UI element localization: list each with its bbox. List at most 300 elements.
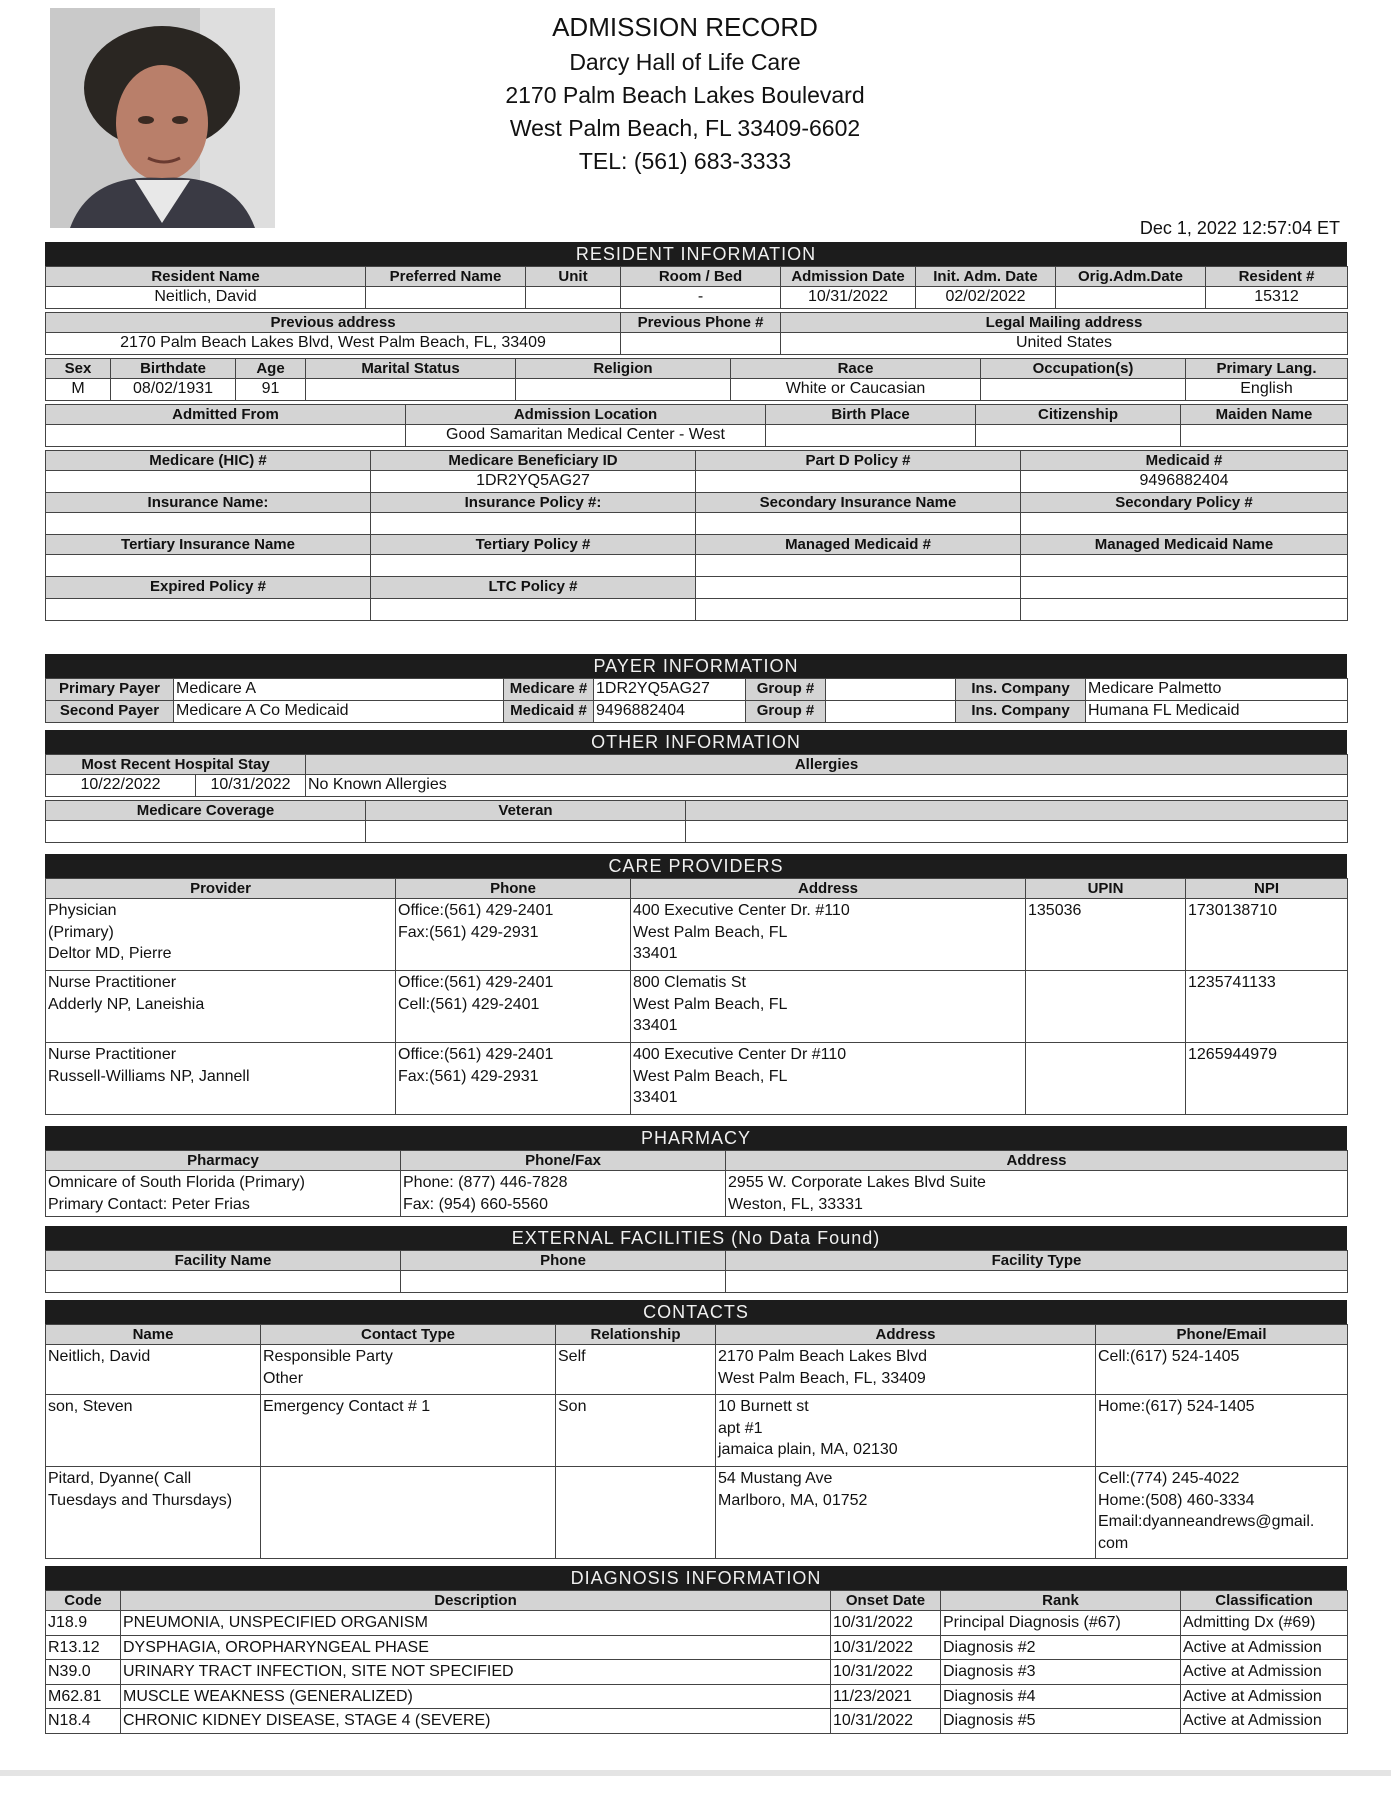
contact-phone-email-line: Email:dyanneandrews@gmail. <box>1098 1513 1315 1531</box>
provider-address-line: 33401 <box>633 945 678 963</box>
diagnosis-code-line: N39.0 <box>48 1663 91 1681</box>
external-header-phone: Phone <box>401 1251 726 1271</box>
contact-phone-email-line: Cell:(617) 524-1405 <box>1098 1348 1240 1365</box>
pharmacy-header-address: Address <box>726 1151 1348 1171</box>
label-medicare-coverage: Medicare Coverage <box>46 801 366 821</box>
diagnosis-description-line: PNEUMONIA, UNSPECIFIED ORGANISM <box>123 1614 428 1631</box>
provider-npi <box>1186 971 1348 1043</box>
diagnosis-onset-line: 10/31/2022 <box>833 1712 914 1730</box>
pharmacy-name-line: Omnicare of South Florida (Primary) <box>48 1174 305 1191</box>
contacts-header-name: Name <box>46 1325 261 1345</box>
pharmacy-address <box>726 1171 1348 1217</box>
facility-city: West Palm Beach, FL 33409-6602 <box>509 115 861 141</box>
diagnosis-row <box>46 1660 1348 1685</box>
diagnosis-classification-line: Active at Admission <box>1183 1712 1322 1730</box>
pharmacy-address-line-2: Weston, FL, 33331 <box>728 1195 863 1213</box>
diagnosis-description-line: CHRONIC KIDNEY DISEASE, STAGE 4 (SEVERE) <box>123 1712 491 1730</box>
provider-phone-line: Cell:(561) 429-2401 <box>398 995 540 1013</box>
contact-row <box>46 1395 1348 1467</box>
diagnosis-code <box>46 1709 121 1734</box>
provider-npi <box>1186 1043 1348 1115</box>
provider-address <box>631 971 1026 1043</box>
label-admitted-from: Admitted From <box>46 405 406 425</box>
contacts-header-address: Address <box>716 1325 1096 1345</box>
label-allergies: Allergies <box>306 755 1348 775</box>
value-second-payer: Medicare A Co Medicaid <box>174 701 504 723</box>
value-primary-payer: Medicare A <box>174 679 504 701</box>
contact-row <box>46 1467 1348 1559</box>
label-init-adm-date: Init. Adm. Date <box>916 267 1056 287</box>
diagnosis-code <box>46 1611 121 1636</box>
contact-relationship <box>556 1395 716 1467</box>
provider-address <box>631 1043 1026 1115</box>
value-insurance-name <box>46 513 371 535</box>
diagnosis-rank <box>941 1635 1181 1660</box>
provider-phone-line: Office:(561) 429-2401 <box>398 974 554 991</box>
value-payer-medicare: 1DR2YQ5AG27 <box>594 679 746 701</box>
diagnosis-code-line: J18.9 <box>48 1614 88 1631</box>
pharmacy-phone <box>401 1171 726 1217</box>
diagnosis-classification-line: Active at Admission <box>1183 1687 1322 1705</box>
provider-phone <box>396 1043 631 1115</box>
label-medicare-beneficiary: Medicare Beneficiary ID <box>371 451 696 471</box>
value-primary-language: English <box>1186 379 1348 401</box>
label-second-payer: Second Payer <box>46 701 174 723</box>
diagnosis-header-description: Description <box>121 1591 831 1611</box>
diagnosis-code-line: M62.81 <box>48 1687 102 1705</box>
section-diagnosis-information: DIAGNOSIS INFORMATION <box>45 1566 1347 1590</box>
value-admission-location: Good Samaritan Medical Center - West <box>406 425 766 447</box>
diagnosis-classification <box>1181 1611 1348 1636</box>
section-resident-information: RESIDENT INFORMATION <box>45 242 1347 266</box>
other-table <box>45 754 1348 797</box>
value-race: White or Caucasian <box>731 379 981 401</box>
value-part-d-policy <box>696 471 1021 493</box>
provider-name-line: Russell-Williams NP, Jannell <box>48 1067 250 1085</box>
label-primary-language: Primary Lang. <box>1186 359 1348 379</box>
value-insurance-policy <box>371 513 696 535</box>
contact-address <box>716 1467 1096 1559</box>
diagnosis-onset <box>831 1635 941 1660</box>
label-previous-phone: Previous Phone # <box>621 313 781 333</box>
value-expired-policy <box>46 599 371 621</box>
value-age: 91 <box>236 379 306 401</box>
label-previous-address: Previous address <box>46 313 621 333</box>
label-resident-number: Resident # <box>1206 267 1348 287</box>
value-ins-company-2: Humana FL Medicaid <box>1086 701 1348 723</box>
label-race: Race <box>731 359 981 379</box>
section-external-facilities: EXTERNAL FACILITIES (No Data Found) <box>45 1226 1347 1250</box>
contact-phone-email <box>1096 1395 1348 1467</box>
provider-phone <box>396 971 631 1043</box>
diagnosis-rank-line: Diagnosis #2 <box>943 1638 1036 1656</box>
pharmacy-address-line-1: 2955 W. Corporate Lakes Blvd Suite <box>728 1174 986 1191</box>
facility-name: Darcy Hall of Life Care <box>569 49 801 75</box>
empty-cell <box>1021 599 1348 621</box>
label-ltc-policy: LTC Policy # <box>371 577 696 599</box>
contact-type <box>261 1345 556 1395</box>
value-orig-adm-date <box>1056 287 1206 309</box>
contacts-header-phone-email: Phone/Email <box>1096 1325 1348 1345</box>
value-managed-medicaid-number <box>696 555 1021 577</box>
contact-name <box>46 1467 261 1559</box>
label-legal-mailing: Legal Mailing address <box>781 313 1348 333</box>
value-legal-mailing: United States <box>781 333 1348 355</box>
diagnosis-header-rank: Rank <box>941 1591 1181 1611</box>
value-tertiary-policy <box>371 555 696 577</box>
contact-phone-email-line: Home:(508) 460-3334 <box>1098 1491 1255 1509</box>
provider-name-line: Adderly NP, Laneishia <box>48 995 205 1013</box>
value-medicare-hic <box>46 471 371 493</box>
label-admission-date: Admission Date <box>781 267 916 287</box>
diagnosis-rank-line: Diagnosis #3 <box>943 1663 1036 1681</box>
diagnosis-row <box>46 1611 1348 1636</box>
diagnosis-description <box>121 1611 831 1636</box>
label-payer-medicaid: Medicaid # <box>504 701 594 723</box>
section-contacts: CONTACTS <box>45 1300 1347 1324</box>
provider-address-line: 33401 <box>633 1089 678 1107</box>
diagnosis-description <box>121 1660 831 1685</box>
empty-cell <box>401 1271 726 1293</box>
contact-phone-email-line: Cell:(774) 245-4022 <box>1098 1470 1240 1487</box>
provider-phone-line: Fax:(561) 429-2931 <box>398 1067 539 1085</box>
diagnosis-onset-line: 10/31/2022 <box>833 1614 914 1631</box>
contact-name-line: Tuesdays and Thursdays) <box>48 1491 233 1509</box>
provider-upin-line: 135036 <box>1028 902 1082 919</box>
care-provider-row <box>46 1043 1348 1115</box>
diagnosis-rank-line: Principal Diagnosis (#67) <box>943 1614 1121 1631</box>
resident-photo <box>50 8 275 228</box>
contact-name <box>46 1345 261 1395</box>
provider-upin <box>1026 899 1186 971</box>
diagnosis-onset-line: 10/31/2022 <box>833 1663 914 1681</box>
label-admission-location: Admission Location <box>406 405 766 425</box>
label-tertiary-insurance-name: Tertiary Insurance Name <box>46 535 371 555</box>
external-header-facility-name: Facility Name <box>46 1251 401 1271</box>
value-marital-status <box>306 379 516 401</box>
contact-relationship <box>556 1345 716 1395</box>
diagnosis-rank <box>941 1684 1181 1709</box>
diagnosis-header-classification: Classification <box>1181 1591 1348 1611</box>
external-header-facility-type: Facility Type <box>726 1251 1348 1271</box>
facility-street: 2170 Palm Beach Lakes Boulevard <box>505 82 865 108</box>
contact-address <box>716 1395 1096 1467</box>
resident-table-row1 <box>45 266 1348 309</box>
label-religion: Religion <box>516 359 731 379</box>
value-religion <box>516 379 731 401</box>
provider-phone-line: Office:(561) 429-2401 <box>398 902 554 919</box>
value-resident-name: Neitlich, David <box>46 287 366 309</box>
resident-photo-image <box>50 8 275 228</box>
value-resident-number: 15312 <box>1206 287 1348 309</box>
label-managed-medicaid-name: Managed Medicaid Name <box>1021 535 1348 555</box>
scan-edge <box>0 1770 1391 1776</box>
provider-address <box>631 899 1026 971</box>
value-birth-place <box>766 425 976 447</box>
contact-address-line: 2170 Palm Beach Lakes Blvd <box>718 1348 928 1365</box>
label-group-1: Group # <box>746 679 826 701</box>
contact-name <box>46 1395 261 1467</box>
label-insurance-policy: Insurance Policy #: <box>371 493 696 513</box>
empty-cell <box>1021 577 1348 599</box>
admission-record-page <box>45 8 1350 1743</box>
pharmacy-fax-line: Fax: (954) 660-5560 <box>403 1195 548 1213</box>
value-occupation <box>981 379 1186 401</box>
contact-address-line: 54 Mustang Ave <box>718 1470 833 1487</box>
diagnosis-onset <box>831 1709 941 1734</box>
contact-relationship-line: Self <box>558 1348 586 1365</box>
contact-address <box>716 1345 1096 1395</box>
care-providers-table <box>45 878 1348 1115</box>
value-preferred-name <box>366 287 526 309</box>
provider-address-line: West Palm Beach, FL <box>633 995 788 1013</box>
value-group-1 <box>826 679 956 701</box>
value-unit <box>526 287 621 309</box>
diagnosis-description-line: MUSCLE WEAKNESS (GENERALIZED) <box>123 1687 413 1705</box>
label-managed-medicaid-number: Managed Medicaid # <box>696 535 1021 555</box>
label-medicaid: Medicaid # <box>1021 451 1348 471</box>
contact-name-line: son, Steven <box>48 1398 133 1415</box>
value-init-adm-date: 02/02/2022 <box>916 287 1056 309</box>
value-medicaid: 9496882404 <box>1021 471 1348 493</box>
pharmacy-header-phone: Phone/Fax <box>401 1151 726 1171</box>
label-primary-payer: Primary Payer <box>46 679 174 701</box>
value-stay-to: 10/31/2022 <box>196 775 306 797</box>
provider-npi-line: 1265944979 <box>1188 1046 1277 1063</box>
care-provider-row <box>46 899 1348 971</box>
label-part-d-policy: Part D Policy # <box>696 451 1021 471</box>
value-birthdate: 08/02/1931 <box>111 379 236 401</box>
value-secondary-insurance-name <box>696 513 1021 535</box>
label-medicare-hic: Medicare (HIC) # <box>46 451 371 471</box>
empty-cell <box>46 1271 401 1293</box>
provider-address-line: 33401 <box>633 1017 678 1035</box>
value-managed-medicaid-name <box>1021 555 1348 577</box>
diagnosis-code <box>46 1684 121 1709</box>
diagnosis-header-code: Code <box>46 1591 121 1611</box>
contacts-table <box>45 1324 1348 1559</box>
label-hospital-stay: Most Recent Hospital Stay <box>46 755 306 775</box>
provider-upin <box>1026 971 1186 1043</box>
diagnosis-classification <box>1181 1709 1348 1734</box>
contact-phone-email-line: com <box>1098 1534 1129 1552</box>
care-header-phone: Phone <box>396 879 631 899</box>
provider-npi <box>1186 899 1348 971</box>
contact-address-line: West Palm Beach, FL, 33409 <box>718 1369 926 1387</box>
pharmacy-contact-line: Primary Contact: Peter Frias <box>48 1195 250 1213</box>
resident-table-row4 <box>45 404 1348 447</box>
care-header-npi: NPI <box>1186 879 1348 899</box>
provider-name-line: Deltor MD, Pierre <box>48 945 172 963</box>
provider-phone <box>396 899 631 971</box>
provider-address-line: 400 Executive Center Dr #110 <box>633 1046 847 1063</box>
section-care-providers: CARE PROVIDERS <box>45 854 1347 878</box>
label-room-bed: Room / Bed <box>621 267 781 287</box>
section-other-information: OTHER INFORMATION <box>45 730 1347 754</box>
value-admission-date: 10/31/2022 <box>781 287 916 309</box>
contact-phone-email <box>1096 1345 1348 1395</box>
label-secondary-insurance-name: Secondary Insurance Name <box>696 493 1021 513</box>
diagnosis-description-line: URINARY TRACT INFECTION, SITE NOT SPECIFIED <box>123 1663 514 1681</box>
diagnosis-header-onset: Onset Date <box>831 1591 941 1611</box>
contact-name-line: Neitlich, David <box>48 1348 151 1365</box>
facility-phone: TEL: (561) 683-3333 <box>578 148 792 174</box>
value-medicare-coverage <box>46 821 366 843</box>
provider-name-line: Physician <box>48 902 117 919</box>
diagnosis-code-line: N18.4 <box>48 1712 91 1730</box>
provider-npi-line: 1235741133 <box>1188 974 1276 991</box>
value-sex: M <box>46 379 111 401</box>
facility-header <box>445 8 925 175</box>
contacts-header-type: Contact Type <box>261 1325 556 1345</box>
label-expired-policy: Expired Policy # <box>46 577 371 599</box>
provider-npi-line: 1730138710 <box>1188 902 1277 919</box>
value-tertiary-insurance-name <box>46 555 371 577</box>
provider-name <box>46 1043 396 1115</box>
value-previous-phone <box>621 333 781 355</box>
diagnosis-onset <box>831 1684 941 1709</box>
pharmacy-header-name: Pharmacy <box>46 1151 401 1171</box>
contact-address-line: apt #1 <box>718 1419 763 1437</box>
care-header-provider: Provider <box>46 879 396 899</box>
resident-table-row3 <box>45 358 1348 401</box>
care-header-address: Address <box>631 879 1026 899</box>
label-birthdate: Birthdate <box>111 359 236 379</box>
empty-cell <box>696 599 1021 621</box>
provider-phone-line: Fax:(561) 429-2931 <box>398 923 539 941</box>
provider-name-line: Nurse Practitioner <box>48 1046 177 1063</box>
section-pharmacy: PHARMACY <box>45 1126 1347 1150</box>
provider-name-line: (Primary) <box>48 923 114 941</box>
diagnosis-classification <box>1181 1635 1348 1660</box>
empty-cell <box>686 821 1348 843</box>
section-payer-information: PAYER INFORMATION <box>45 654 1347 678</box>
label-orig-adm-date: Orig.Adm.Date <box>1056 267 1206 287</box>
label-preferred-name: Preferred Name <box>366 267 526 287</box>
diagnosis-classification-line: Active at Admission <box>1183 1663 1322 1681</box>
provider-address-line: 400 Executive Center Dr. #110 <box>633 902 850 919</box>
contact-address-line: jamaica plain, MA, 02130 <box>718 1441 898 1459</box>
document-title: ADMISSION RECORD <box>552 12 818 42</box>
empty-cell <box>726 1271 1348 1293</box>
label-ins-company-2: Ins. Company <box>956 701 1086 723</box>
resident-table-row2 <box>45 312 1348 355</box>
contact-type-line: Emergency Contact # 1 <box>263 1398 431 1415</box>
contact-row <box>46 1345 1348 1395</box>
diagnosis-row <box>46 1635 1348 1660</box>
pharmacy-table <box>45 1150 1348 1217</box>
diagnosis-classification-line: Admitting Dx (#69) <box>1183 1614 1316 1631</box>
label-sex: Sex <box>46 359 111 379</box>
contact-name-line: Pitard, Dyanne( Call <box>48 1470 192 1487</box>
care-provider-row <box>46 971 1348 1043</box>
provider-name-line: Nurse Practitioner <box>48 974 177 991</box>
provider-phone-line: Office:(561) 429-2401 <box>398 1046 554 1063</box>
label-marital-status: Marital Status <box>306 359 516 379</box>
diagnosis-onset-line: 11/23/2021 <box>833 1687 912 1705</box>
diagnosis-rank <box>941 1709 1181 1734</box>
diagnosis-code <box>46 1660 121 1685</box>
diagnosis-table <box>45 1590 1348 1734</box>
contact-type-line: Other <box>263 1369 304 1387</box>
provider-address-line: West Palm Beach, FL <box>633 1067 788 1085</box>
contact-relationship <box>556 1467 716 1559</box>
contact-address-line: 10 Burnett st <box>718 1398 809 1415</box>
diagnosis-rank-line: Diagnosis #4 <box>943 1687 1036 1705</box>
label-citizenship: Citizenship <box>976 405 1181 425</box>
label-insurance-name: Insurance Name: <box>46 493 371 513</box>
label-group-2: Group # <box>746 701 826 723</box>
label-tertiary-policy: Tertiary Policy # <box>371 535 696 555</box>
insurance-table <box>45 450 1348 621</box>
coverage-table <box>45 800 1348 843</box>
contact-phone-email-line: Home:(617) 524-1405 <box>1098 1398 1255 1415</box>
value-admitted-from <box>46 425 406 447</box>
contact-relationship-line: Son <box>558 1398 587 1415</box>
contact-type <box>261 1395 556 1467</box>
value-ltc-policy <box>371 599 696 621</box>
diagnosis-row <box>46 1709 1348 1734</box>
value-payer-medicaid: 9496882404 <box>594 701 746 723</box>
provider-name <box>46 971 396 1043</box>
diagnosis-rank <box>941 1611 1181 1636</box>
contact-address-line: Marlboro, MA, 01752 <box>718 1491 868 1509</box>
empty-cell <box>696 577 1021 599</box>
value-room-bed: - <box>621 287 781 309</box>
empty-header <box>686 801 1348 821</box>
diagnosis-classification <box>1181 1660 1348 1685</box>
printed-timestamp: Dec 1, 2022 12:57:04 ET <box>1139 218 1340 238</box>
diagnosis-description <box>121 1684 831 1709</box>
diagnosis-onset <box>831 1660 941 1685</box>
pharmacy-phone-line: Phone: (877) 446-7828 <box>403 1174 568 1191</box>
value-medicare-beneficiary: 1DR2YQ5AG27 <box>371 471 696 493</box>
pharmacy-name <box>46 1171 401 1217</box>
label-birth-place: Birth Place <box>766 405 976 425</box>
value-group-2 <box>826 701 956 723</box>
provider-upin <box>1026 1043 1186 1115</box>
label-secondary-policy: Secondary Policy # <box>1021 493 1348 513</box>
diagnosis-description <box>121 1709 831 1734</box>
label-age: Age <box>236 359 306 379</box>
diagnosis-onset <box>831 1611 941 1636</box>
value-allergies: No Known Allergies <box>306 775 1348 797</box>
diagnosis-description-line: DYSPHAGIA, OROPHARYNGEAL PHASE <box>123 1638 429 1656</box>
label-maiden-name: Maiden Name <box>1181 405 1348 425</box>
diagnosis-code-line: R13.12 <box>48 1638 100 1656</box>
provider-address-line: 800 Clematis St <box>633 974 746 991</box>
provider-address-line: West Palm Beach, FL <box>633 923 788 941</box>
care-header-upin: UPIN <box>1026 879 1186 899</box>
contact-type <box>261 1467 556 1559</box>
value-maiden-name <box>1181 425 1348 447</box>
value-previous-address: 2170 Palm Beach Lakes Blvd, West Palm Beach, FL, 33409 <box>46 333 621 355</box>
diagnosis-code <box>46 1635 121 1660</box>
label-resident-name: Resident Name <box>46 267 366 287</box>
label-unit: Unit <box>526 267 621 287</box>
contact-phone-email <box>1096 1467 1348 1559</box>
diagnosis-rank <box>941 1660 1181 1685</box>
value-veteran <box>366 821 686 843</box>
contact-type-line: Responsible Party <box>263 1348 393 1365</box>
diagnosis-description <box>121 1635 831 1660</box>
diagnosis-rank-line: Diagnosis #5 <box>943 1712 1036 1730</box>
payer-table <box>45 678 1348 723</box>
label-occupation: Occupation(s) <box>981 359 1186 379</box>
diagnosis-row <box>46 1684 1348 1709</box>
diagnosis-onset-line: 10/31/2022 <box>833 1638 914 1656</box>
value-stay-from: 10/22/2022 <box>46 775 196 797</box>
